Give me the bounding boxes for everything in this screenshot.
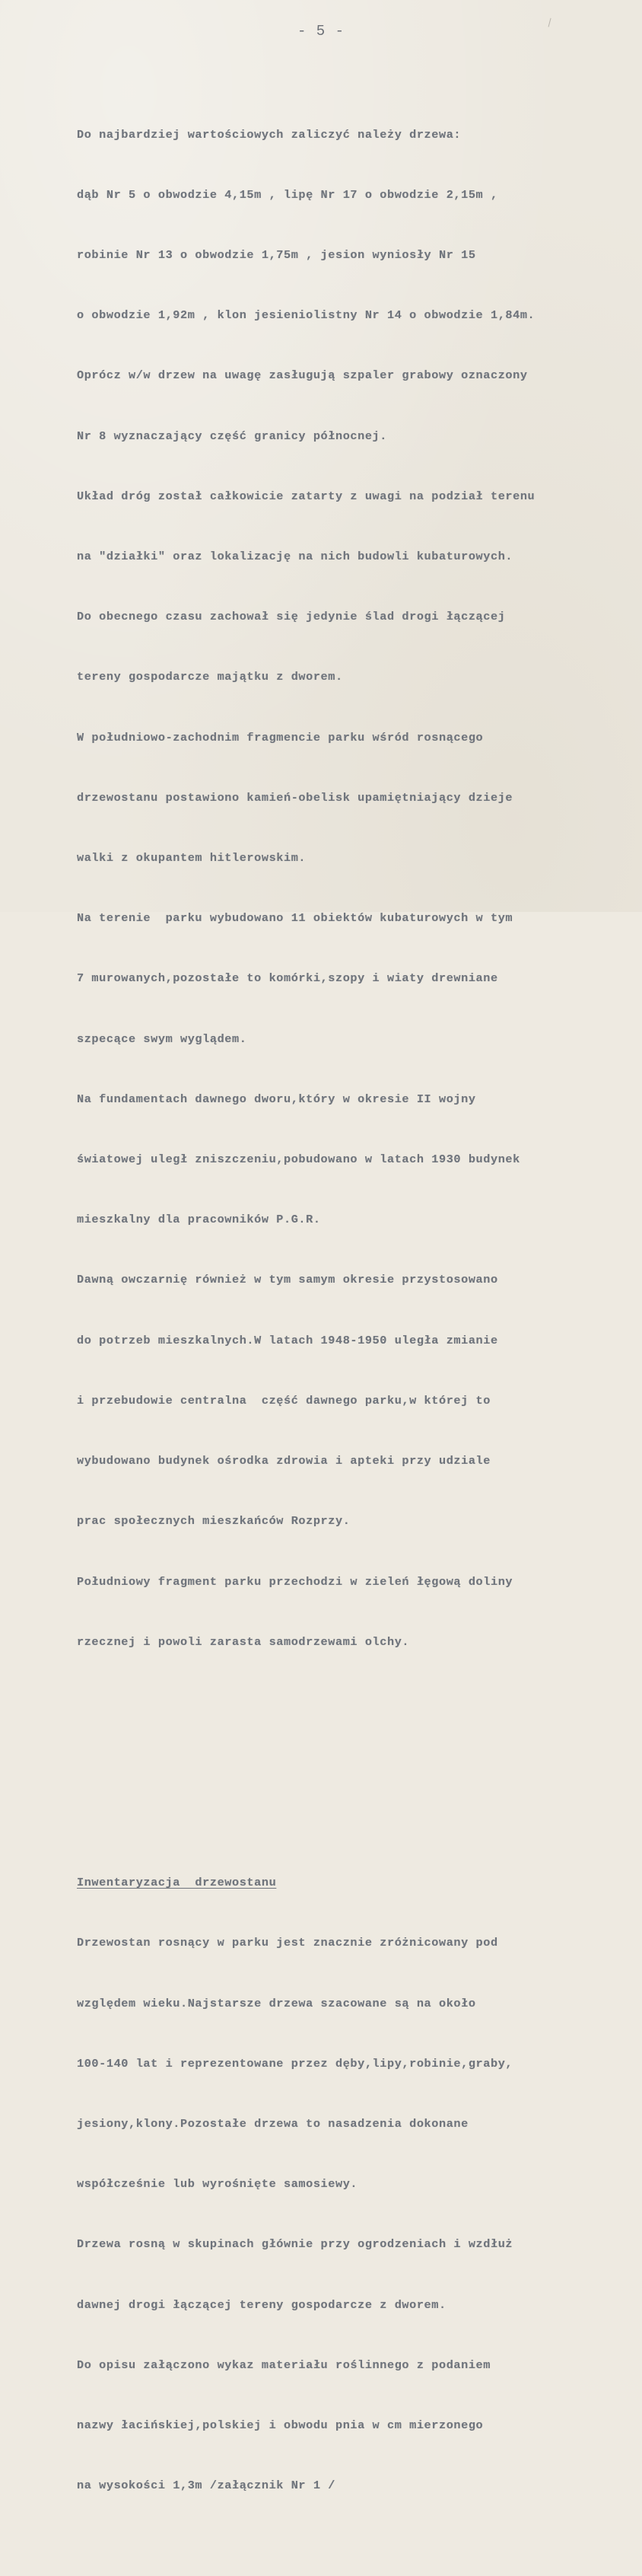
text-line: szpecące swym wyglądem. [77,1031,247,1046]
text-line: Drzewostan rosnący w parku jest znacznie zróżnicowany pod [77,1936,498,1950]
text-line: W południowo-zachodnim fragmencie parku wśród rosnącego [77,730,484,744]
text-line: rzecznej i powoli zarasta samodrzewami olchy. [77,1634,410,1649]
text-line: względem wieku.Najstarsze drzewa szacowane są na około [77,1996,476,2010]
text-line: Do opisu załączono wykaz materiału roślinnego z podaniem [77,2358,491,2372]
text-line: walki z okupantem hitlerowskim. [77,851,307,866]
text-line: Układ dróg został całkowicie zatarty z uwagi na podział terenu [77,489,536,503]
text-line: nazwy łacińskiej,polskiej i obwodu pnia w cm mierzonego [77,2418,484,2432]
text-line: Na terenie parku wybudowano 11 obiektów kubaturowych w tym [77,911,513,926]
page-number: - 5 - [297,23,345,40]
text-line: na wysokości 1,3m /załącznik Nr 1 / [77,2479,335,2493]
text-line: na "działki" oraz lokalizację na nich budowli kubaturowych. [77,550,513,564]
section-main-description [77,84,602,1692]
text-line: do potrzeb mieszkalnych.W latach 1948-1950 uległa zmianie [77,1333,498,1347]
text-line: wybudowano budynek ośrodka zdrowia i apteki przy udziale [77,1454,491,1468]
document-body [77,44,602,2576]
text-line: współcześnie lub wyrośnięte samosiewy. [77,2177,358,2192]
paragraph-gap [77,1752,602,1772]
text-line: dawnej drogi łączącej tereny gospodarcze z dworem. [77,2297,447,2312]
text-line: Południowy fragment parku przechodzi w zieleń łęgową doliny [77,1574,513,1589]
section-inventory [77,1832,602,2536]
text-line: Na fundamentach dawnego dworu,który w okresie II wojny [77,1092,476,1106]
text-line: robinie Nr 13 o obwodzie 1,75m , jesion wyniosły Nr 15 [77,248,476,263]
text-line: 100-140 lat i reprezentowane przez dęby,lipy,robinie,graby, [77,2056,513,2071]
text-line: jesiony,klony.Pozostałe drzewa to nasadzenia dokonane [77,2116,469,2131]
text-line: drzewostanu postawiono kamień-obelisk upamiętniający dzieje [77,790,513,805]
text-line: Do najbardziej wartościowych zaliczyć należy drzewa: [77,127,462,142]
text-line: światowej uległ zniszczeniu,pobudowano w latach 1930 budynek [77,1153,520,1167]
text-line: o obwodzie 1,92m , klon jesieniolistny Nr 14 o obwodzie 1,84m. [77,308,536,323]
text-line: Do obecnego czasu zachował się jedynie ślad drogi łączącej [77,610,506,624]
text-line: tereny gospodarcze majątku z dworem. [77,670,343,684]
text-line: Nr 8 wyznaczający część granicy północnej. [77,429,387,443]
text-line: dąb Nr 5 o obwodzie 4,15m , lipę Nr 17 o obwodzie 2,15m , [77,187,498,202]
text-line: Drzewa rosną w skupinach głównie przy ogrodzeniach i wzdłuż [77,2237,513,2252]
text-line: i przebudowie centralna część dawnego parku,w której to [77,1393,491,1408]
text-line: prac społecznych mieszkańców Rozprzy. [77,1514,351,1529]
text-line: 7 murowanych,pozostałe to komórki,szopy i wiaty drewniane [77,971,498,986]
section-heading: Inwentaryzacja drzewostanu [77,1876,277,1890]
text-line: mieszkalny dla pracowników P.G.R. [77,1213,321,1227]
text-line: Dawną owczarnię również w tym samym okresie przystosowano [77,1273,498,1287]
text-line: Oprócz w/w drzew na uwagę zasługują szpaler grabowy oznaczony [77,368,528,383]
